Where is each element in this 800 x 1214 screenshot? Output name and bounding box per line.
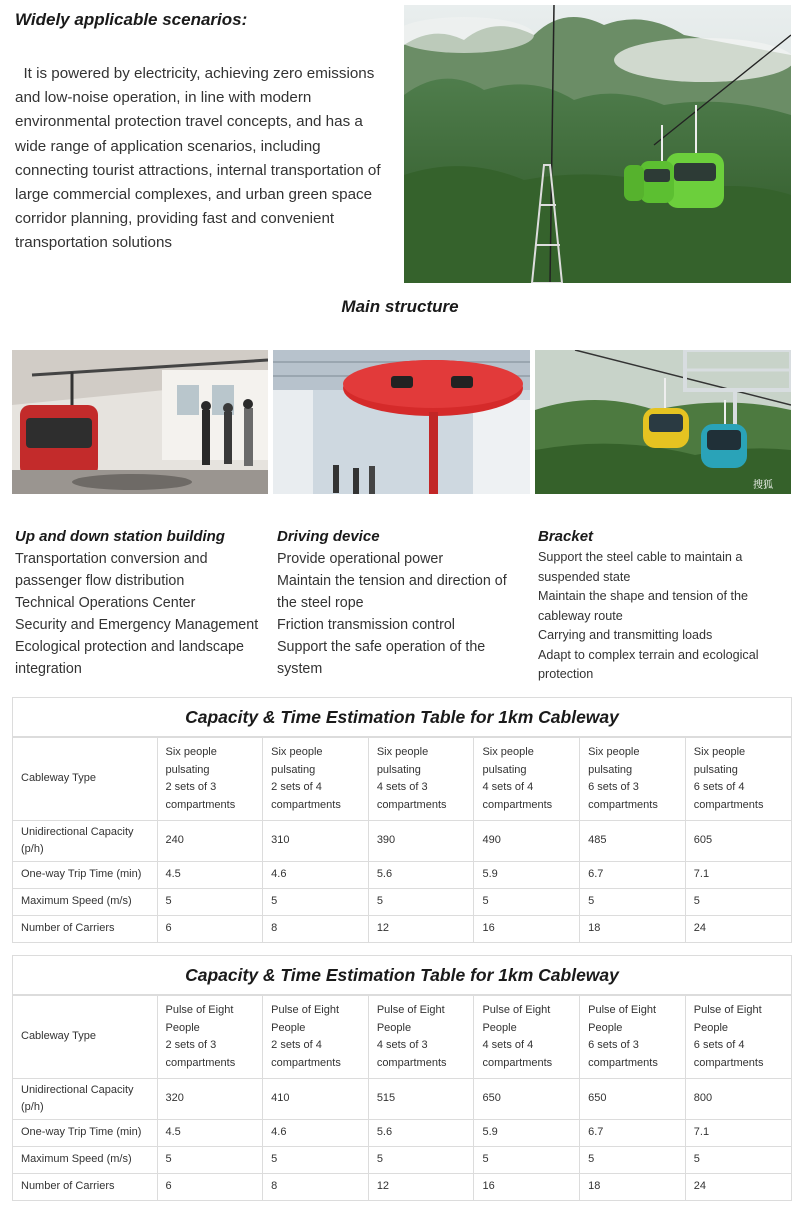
type-name: Pulse of Eight People <box>376 1004 445 1034</box>
table-cell: 16 <box>474 916 580 943</box>
type-name: Six people pulsating <box>693 746 746 776</box>
table-cell: 5 <box>263 889 369 916</box>
list-item: Transportation conversion and passenger flow distribution <box>15 551 208 589</box>
type-name: Six people pulsating <box>271 746 323 776</box>
table-cell: 8 <box>263 916 369 943</box>
list-item: Provide operational power <box>277 551 444 567</box>
list-item: Maintain the shape and tension of the cableway route <box>538 589 749 623</box>
table-cell: 650 <box>580 1079 686 1120</box>
table-row <box>13 1174 791 1201</box>
type-name: Pulse of Eight People <box>482 1004 551 1034</box>
table-cell: 5 <box>580 889 686 916</box>
table-cell: 5 <box>580 1147 686 1174</box>
table-cell: 24 <box>685 916 791 943</box>
intro-title: Widely applicable scenarios: <box>15 10 248 29</box>
list-item: Ecological protection and landscape integration <box>15 639 244 677</box>
hero-cable-car-photo <box>404 5 791 283</box>
list-item: Technical Operations Center <box>15 595 196 611</box>
table-row <box>13 996 791 1079</box>
type-cell <box>157 738 263 821</box>
list-item: Support the safe operation of the system <box>277 639 486 677</box>
type-config: 6 sets of 3 compartments <box>588 1039 658 1069</box>
row-label: One-way Trip Time (min) <box>13 862 157 889</box>
station-building-column <box>15 528 270 680</box>
type-name: Six people pulsating <box>376 746 429 776</box>
column-title: Driving device <box>277 528 380 545</box>
type-cell <box>368 996 474 1079</box>
table-cell: 650 <box>474 1079 580 1120</box>
row-label: One-way Trip Time (min) <box>13 1120 157 1147</box>
list-item: Carrying and transmitting loads <box>538 628 713 642</box>
type-cell <box>368 738 474 821</box>
table-cell: 5 <box>263 1147 369 1174</box>
type-name: Pulse of Eight People <box>588 1004 656 1034</box>
table-cell: 800 <box>685 1079 791 1120</box>
table-cell: 6.7 <box>580 862 686 889</box>
table-cell: 5 <box>157 1147 263 1174</box>
table-cell: 5 <box>368 1147 474 1174</box>
row-label: Cableway Type <box>13 996 157 1079</box>
table-row <box>13 738 791 821</box>
table-cell: 5.9 <box>474 1120 580 1147</box>
type-name: Pulse of Eight People <box>693 1004 762 1034</box>
type-config: 6 sets of 3 compartments <box>588 781 658 811</box>
table-cell: 6 <box>157 1174 263 1201</box>
type-cell <box>474 738 580 821</box>
type-cell <box>580 996 686 1079</box>
table-cell: 240 <box>157 821 263 862</box>
list-item: Support the steel cable to maintain a suspended state <box>538 550 743 584</box>
type-config: 4 sets of 4 compartments <box>482 1039 553 1069</box>
table-cell: 605 <box>685 821 791 862</box>
type-name: Six people pulsating <box>482 746 534 776</box>
table-row <box>13 1147 791 1174</box>
capacity-table-six-people <box>12 697 792 943</box>
table-row <box>13 1120 791 1147</box>
driving-device-column <box>277 528 527 680</box>
list-item: Adapt to complex terrain and ecological protection <box>538 647 759 681</box>
column-title: Up and down station building <box>15 528 225 545</box>
table-cell: 515 <box>368 1079 474 1120</box>
table-cell: 320 <box>157 1079 263 1120</box>
watermark-text: 搜狐 <box>753 480 773 491</box>
table-cell: 6 <box>157 916 263 943</box>
column-title: Bracket <box>538 528 594 545</box>
table-cell: 5 <box>368 889 474 916</box>
table-cell: 4.6 <box>263 862 369 889</box>
row-label: Maximum Speed (m/s) <box>13 889 157 916</box>
main-structure-title: Main structure <box>341 297 459 316</box>
type-config: 4 sets of 3 compartments <box>376 1039 447 1069</box>
type-cell <box>157 996 263 1079</box>
type-config: 2 sets of 3 compartments <box>165 1039 236 1069</box>
row-label: Maximum Speed (m/s) <box>13 1147 157 1174</box>
table-cell: 4.5 <box>157 1120 263 1147</box>
type-cell <box>685 996 791 1079</box>
table-row <box>13 862 791 889</box>
table-cell: 5.6 <box>368 862 474 889</box>
table-cell: 12 <box>368 1174 474 1201</box>
type-config: 4 sets of 4 compartments <box>482 781 553 811</box>
table-cell: 12 <box>368 916 474 943</box>
table-cell: 6.7 <box>580 1120 686 1147</box>
table-cell: 485 <box>580 821 686 862</box>
type-cell <box>580 738 686 821</box>
type-cell <box>263 996 369 1079</box>
list-item: Friction transmission control <box>277 617 455 633</box>
type-name: Pulse of Eight People <box>271 1004 340 1034</box>
row-label: Number of Carriers <box>13 916 157 943</box>
table-row <box>13 889 791 916</box>
row-label: Unidirectional Capacity (p/h) <box>13 821 157 862</box>
list-item: Maintain the tension and direction of the steel rope <box>277 573 507 611</box>
table-cell: 8 <box>263 1174 369 1201</box>
type-config: 2 sets of 4 compartments <box>271 781 341 811</box>
table-cell: 16 <box>474 1174 580 1201</box>
table-row <box>13 1079 791 1120</box>
type-config: 2 sets of 3 compartments <box>165 781 236 811</box>
intro-paragraph: It is powered by electricity, achieving zero emissions and low-noise operation, in line with modern environmental protection travel concepts, and has a wide range of application scenarios, including connecting tourist attractions, internal transportation of large commercial complexes, and urban green space corridor planning, providing fast and convenient transportation solutions <box>15 65 381 252</box>
type-cell <box>685 738 791 821</box>
capacity-table-eight-people <box>12 955 792 1201</box>
bracket-photo <box>535 350 791 494</box>
table-cell: 5 <box>685 889 791 916</box>
table-cell: 390 <box>368 821 474 862</box>
type-config: 2 sets of 4 compartments <box>271 1039 341 1069</box>
table-cell: 5.9 <box>474 862 580 889</box>
row-label: Unidirectional Capacity (p/h) <box>13 1079 157 1120</box>
table-cell: 18 <box>580 916 686 943</box>
type-config: 4 sets of 3 compartments <box>376 781 447 811</box>
table-cell: 5 <box>157 889 263 916</box>
type-config: 6 sets of 4 compartments <box>693 1039 764 1069</box>
type-cell <box>263 738 369 821</box>
table-cell: 5 <box>474 1147 580 1174</box>
table-row <box>13 916 791 943</box>
row-label: Cableway Type <box>13 738 157 821</box>
table-cell: 310 <box>263 821 369 862</box>
table-cell: 490 <box>474 821 580 862</box>
driving-device-photo <box>273 350 530 494</box>
table-cell: 5 <box>685 1147 791 1174</box>
type-name: Pulse of Eight People <box>165 1004 234 1034</box>
row-label: Number of Carriers <box>13 1174 157 1201</box>
table-cell: 7.1 <box>685 862 791 889</box>
bracket-column <box>538 528 788 685</box>
type-name: Six people pulsating <box>165 746 217 776</box>
type-config: 6 sets of 4 compartments <box>693 781 764 811</box>
table-title: Capacity & Time Estimation Table for 1km Cableway <box>13 956 791 995</box>
type-cell <box>474 996 580 1079</box>
table-cell: 7.1 <box>685 1120 791 1147</box>
table-cell: 4.6 <box>263 1120 369 1147</box>
list-item: Security and Emergency Management <box>15 617 259 633</box>
station-building-photo <box>12 350 268 494</box>
table-cell: 5.6 <box>368 1120 474 1147</box>
table-cell: 5 <box>474 889 580 916</box>
table-cell: 18 <box>580 1174 686 1201</box>
table-cell: 4.5 <box>157 862 263 889</box>
table-cell: 410 <box>263 1079 369 1120</box>
table-title: Capacity & Time Estimation Table for 1km Cableway <box>13 698 791 737</box>
table-row <box>13 821 791 862</box>
table-cell: 24 <box>685 1174 791 1201</box>
type-name: Six people pulsating <box>588 746 640 776</box>
